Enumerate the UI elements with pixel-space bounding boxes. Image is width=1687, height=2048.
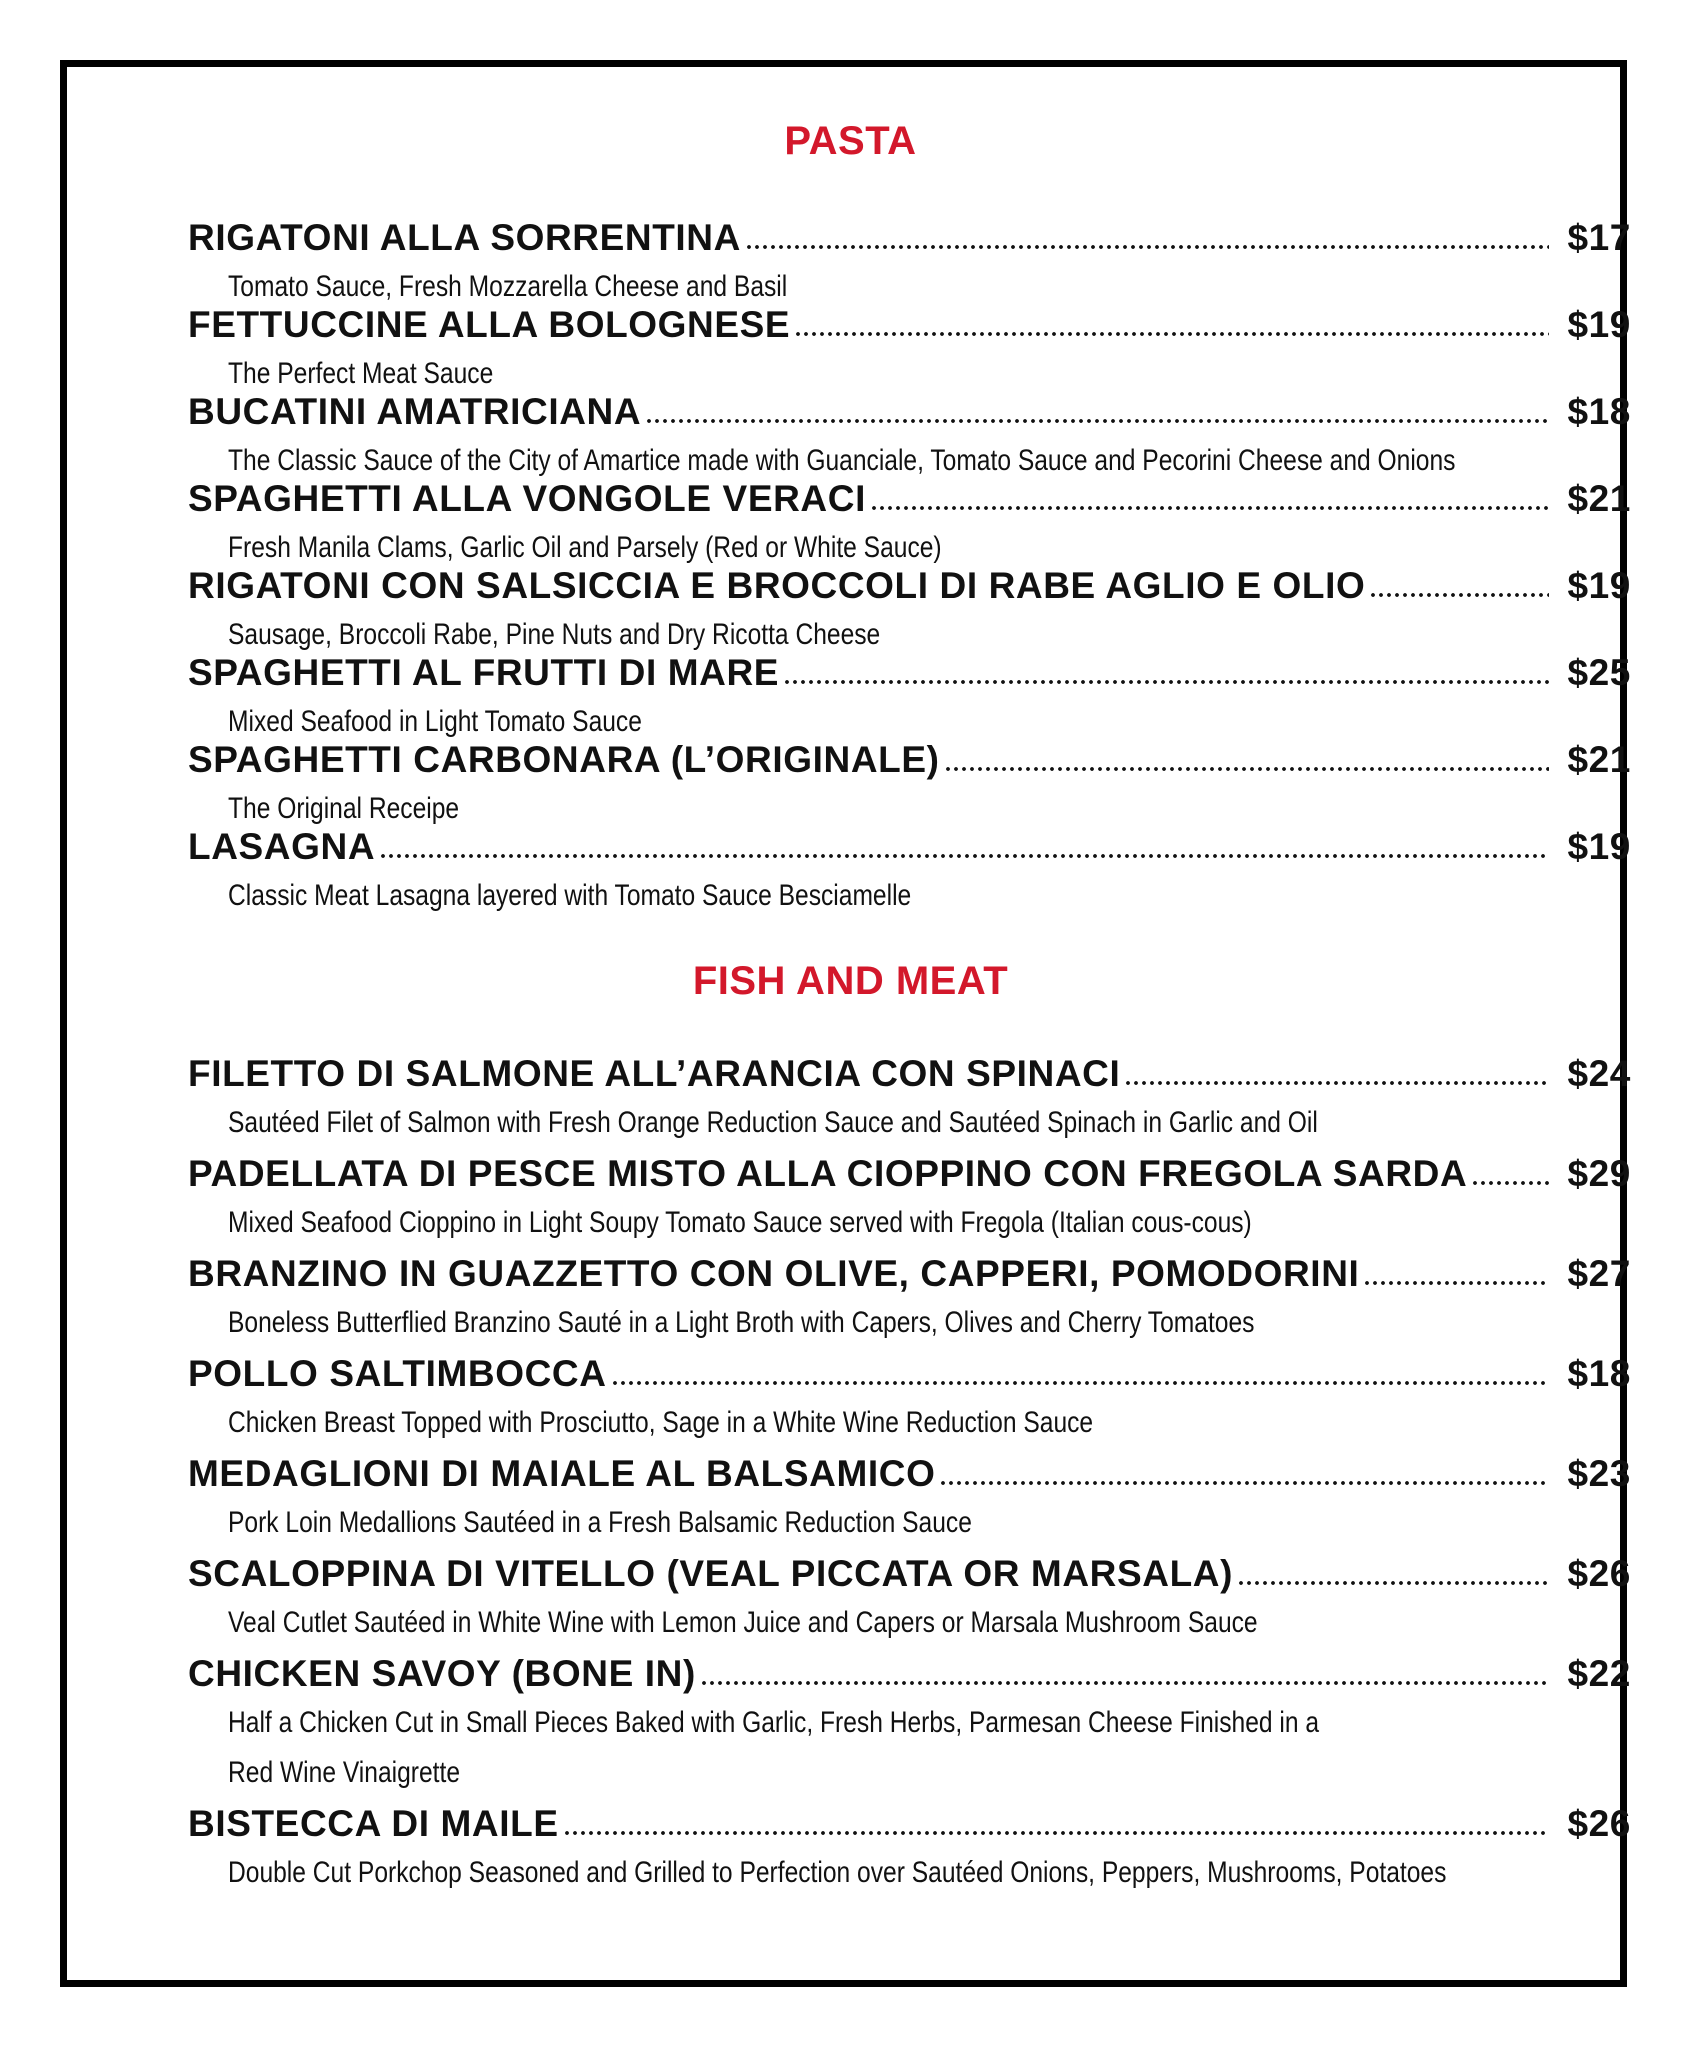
item-description: Sautéed Filet of Salmon with Fresh Orange Reduction Sauce and Sautéed Spinach in Garlic and Oil bbox=[228, 1106, 1318, 1139]
dot-leader bbox=[745, 238, 1549, 250]
item-name: PADELLATA DI PESCE MISTO ALLA CIOPPINO CON FREGOLA SARDA bbox=[188, 1153, 1468, 1194]
dot-leader bbox=[939, 1474, 1549, 1486]
item-price: $26 bbox=[1567, 1553, 1631, 1594]
menu-item bbox=[188, 1250, 1631, 1348]
menu-item bbox=[188, 388, 1631, 486]
item-name: FILETTO DI SALMONE ALL’ARANCIA CON SPINACI bbox=[188, 1053, 1121, 1094]
item-price: $29 bbox=[1567, 1153, 1631, 1194]
dot-leader bbox=[611, 1374, 1549, 1386]
item-name: SPAGHETTI AL FRUTTI DI MARE bbox=[188, 652, 780, 693]
menu-frame bbox=[60, 60, 1631, 1987]
dot-leader bbox=[1471, 1174, 1549, 1186]
item-name: MEDAGLIONI DI MAIALE AL BALSAMICO bbox=[188, 1453, 936, 1494]
menu-item bbox=[188, 1800, 1631, 1898]
item-price: $21 bbox=[1567, 739, 1631, 780]
item-price: $17 bbox=[1567, 217, 1631, 258]
item-description: The Original Receipe bbox=[228, 792, 460, 825]
item-name: SPAGHETTI CARBONARA (L’ORIGINALE) bbox=[188, 739, 940, 780]
menu-item bbox=[188, 301, 1631, 399]
item-name: BUCATINI AMATRICIANA bbox=[188, 391, 642, 432]
menu-item bbox=[188, 1550, 1631, 1648]
item-description: Boneless Butterflied Branzino Sauté in a Light Broth with Capers, Olives and Cherry Tomatoes bbox=[228, 1306, 1255, 1339]
item-description: Mixed Seafood Cioppino in Light Soupy Tomato Sauce served with Fregola (Italian cous-cous) bbox=[228, 1206, 1252, 1239]
item-price: $26 bbox=[1567, 1803, 1631, 1844]
item-name: POLLO SALTIMBOCCA bbox=[188, 1353, 607, 1394]
menu-item bbox=[188, 1350, 1631, 1448]
item-price: $21 bbox=[1567, 478, 1631, 519]
dot-leader bbox=[1124, 1074, 1549, 1086]
item-name: RIGATONI ALLA SORRENTINA bbox=[188, 217, 741, 258]
item-description: Half a Chicken Cut in Small Pieces Baked with Garlic, Fresh Herbs, Parmesan Cheese Finished in a bbox=[228, 1706, 1320, 1739]
dot-leader bbox=[1369, 586, 1549, 598]
item-description: Veal Cutlet Sautéed in White Wine with Lemon Juice and Capers or Marsala Mushroom Sauce bbox=[228, 1606, 1258, 1639]
item-price: $25 bbox=[1567, 652, 1631, 693]
item-description: Tomato Sauce, Fresh Mozzarella Cheese and Basil bbox=[228, 270, 788, 303]
item-name: BRANZINO IN GUAZZETTO CON OLIVE, CAPPERI, POMODORINI bbox=[188, 1253, 1360, 1294]
item-price: $27 bbox=[1567, 1253, 1631, 1294]
menu-item bbox=[188, 736, 1631, 834]
dot-leader bbox=[944, 760, 1549, 772]
item-description-line-2: Red Wine Vinaigrette bbox=[228, 1756, 461, 1789]
item-description: Sausage, Broccoli Rabe, Pine Nuts and Dry Ricotta Cheese bbox=[228, 618, 881, 651]
menu-item bbox=[188, 1150, 1631, 1248]
menu-item bbox=[188, 1050, 1631, 1148]
dot-leader bbox=[379, 847, 1549, 859]
item-description: Pork Loin Medallions Sautéed in a Fresh Balsamic Reduction Sauce bbox=[228, 1506, 972, 1539]
section-title-pasta: PASTA bbox=[784, 119, 917, 163]
item-price: $23 bbox=[1567, 1453, 1631, 1494]
dot-leader bbox=[870, 499, 1549, 511]
dot-leader bbox=[645, 412, 1549, 424]
item-name: SCALOPPINA DI VITELLO (VEAL PICCATA OR MARSALA) bbox=[188, 1553, 1234, 1594]
dot-leader bbox=[783, 673, 1549, 685]
item-description: Fresh Manila Clams, Garlic Oil and Parsely (Red or White Sauce) bbox=[228, 531, 942, 564]
item-name: LASAGNA bbox=[188, 826, 376, 867]
menu-item bbox=[188, 1450, 1631, 1548]
item-price: $19 bbox=[1567, 826, 1631, 867]
item-name: SPAGHETTI ALLA VONGOLE VERACI bbox=[188, 478, 866, 519]
item-description: Chicken Breast Topped with Prosciutto, Sage in a White Wine Reduction Sauce bbox=[228, 1406, 1094, 1439]
item-price: $24 bbox=[1567, 1053, 1631, 1094]
item-price: $19 bbox=[1567, 565, 1631, 606]
section-title-fish-and-meat: FISH AND MEAT bbox=[692, 959, 1009, 1003]
dot-leader bbox=[1363, 1274, 1549, 1286]
dot-leader bbox=[1237, 1574, 1549, 1586]
dot-leader bbox=[700, 1674, 1549, 1686]
dot-leader bbox=[563, 1824, 1549, 1836]
item-description: Classic Meat Lasagna layered with Tomato Sauce Besciamelle bbox=[228, 879, 912, 912]
item-price: $22 bbox=[1567, 1653, 1631, 1694]
menu-item bbox=[188, 823, 1631, 921]
menu-item bbox=[188, 214, 1631, 312]
item-name: CHICKEN SAVOY (BONE IN) bbox=[188, 1653, 696, 1694]
menu-item bbox=[188, 649, 1631, 747]
item-description: Double Cut Porkchop Seasoned and Grilled to Perfection over Sautéed Onions, Peppers, Mushrooms, Potatoes bbox=[228, 1856, 1447, 1889]
item-price: $19 bbox=[1567, 304, 1631, 345]
item-name: FETTUCCINE ALLA BOLOGNESE bbox=[188, 304, 791, 345]
menu-item bbox=[188, 562, 1631, 660]
item-description: The Classic Sauce of the City of Amartice made with Guanciale, Tomato Sauce and Pecorini Cheese and Onions bbox=[228, 444, 1456, 477]
item-name: BISTECCA DI MAILE bbox=[188, 1803, 559, 1844]
menu-item bbox=[188, 1650, 1631, 1798]
dot-leader bbox=[794, 325, 1549, 337]
item-name: RIGATONI CON SALSICCIA E BROCCOLI DI RABE AGLIO E OLIO bbox=[188, 565, 1366, 606]
item-description: The Perfect Meat Sauce bbox=[228, 357, 494, 390]
item-price: $18 bbox=[1567, 391, 1631, 432]
menu-item bbox=[188, 475, 1631, 573]
item-description: Mixed Seafood in Light Tomato Sauce bbox=[228, 705, 642, 738]
item-price: $18 bbox=[1567, 1353, 1631, 1394]
